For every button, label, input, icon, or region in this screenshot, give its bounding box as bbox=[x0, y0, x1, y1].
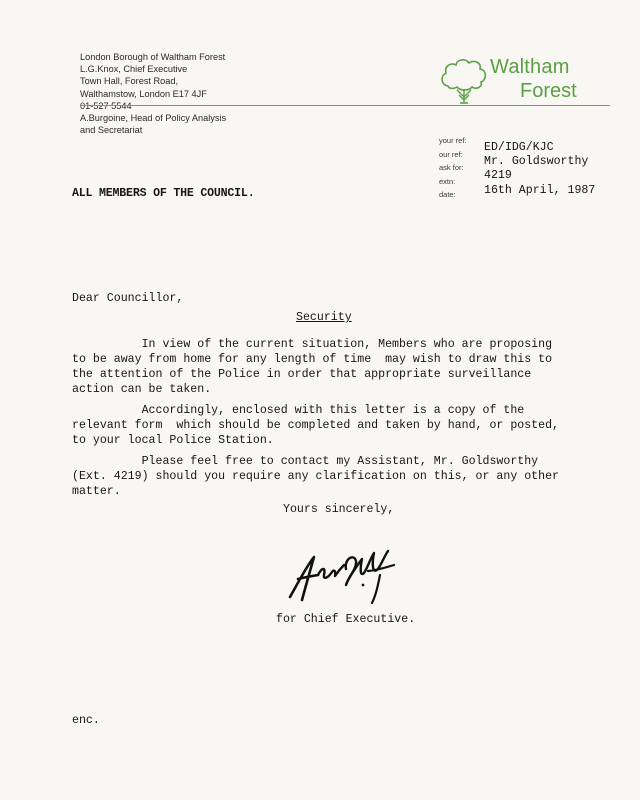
signoff-line: for Chief Executive. bbox=[276, 613, 416, 626]
ref-value-date: 16th April, 1987 bbox=[484, 183, 596, 197]
logo-text-waltham: Waltham bbox=[490, 56, 570, 78]
paragraph-line: Accordingly, enclosed with this letter is a copy of the bbox=[72, 404, 525, 417]
handwritten-signature bbox=[284, 545, 409, 607]
paragraph-line: action can be taken. bbox=[72, 383, 212, 396]
ref-label-our-ref: our ref: bbox=[439, 149, 463, 159]
sender-line: Town Hall, Forest Road, bbox=[80, 76, 179, 87]
paragraph-line: matter. bbox=[72, 485, 121, 498]
ref-label-your-ref: your ref: bbox=[439, 136, 467, 145]
reference-labels bbox=[439, 134, 484, 202]
body-paragraph bbox=[72, 454, 560, 499]
ref-label-extn: extn: bbox=[439, 176, 456, 186]
logo-text-forest: Forest bbox=[520, 80, 577, 102]
paragraph-line: to be away from home for any length of time may wish to draw this to bbox=[72, 353, 553, 366]
paragraph-line: In view of the current situation, Members who are proposing bbox=[72, 338, 553, 351]
body-paragraph bbox=[72, 403, 560, 448]
body-paragraph bbox=[72, 337, 552, 397]
ref-value-extn: 4219 bbox=[484, 169, 512, 183]
closing-line: Yours sincerely, bbox=[283, 503, 395, 516]
subject-heading: Security bbox=[296, 311, 352, 324]
ref-value-ask-for: Mr. Goldsworthy bbox=[484, 155, 589, 169]
reference-values bbox=[484, 141, 634, 198]
sender-line: and Secretariat bbox=[80, 125, 143, 136]
paragraph-line: relevant form which should be completed and taken by hand, or posted, bbox=[72, 419, 560, 432]
recipient-line: ALL MEMBERS OF THE COUNCIL. bbox=[72, 187, 255, 200]
ref-label-date: date: bbox=[439, 190, 456, 199]
sender-address bbox=[80, 51, 310, 136]
paragraph-line: to your local Police Station. bbox=[72, 434, 274, 447]
sender-line: L.G.Knox, Chief Executive bbox=[80, 64, 188, 75]
waltham-forest-logo bbox=[438, 56, 618, 112]
ref-value-our-ref: ED/IDG/KJC bbox=[484, 141, 554, 154]
enclosure-note: enc. bbox=[72, 714, 100, 727]
sender-line: Walthamstow, London E17 4JF bbox=[80, 88, 207, 99]
paragraph-line: (Ext. 4219) should you require any clarification on this, or any other bbox=[72, 470, 560, 483]
salutation: Dear Councillor, bbox=[72, 292, 184, 305]
ref-label-ask-for: ask for: bbox=[439, 163, 464, 172]
paragraph-line: the attention of the Police in order that appropriate surveillance bbox=[72, 368, 532, 381]
sender-line: London Borough of Waltham Forest bbox=[80, 52, 226, 62]
paragraph-line: Please feel free to contact my Assistant, Mr. Goldsworthy bbox=[72, 455, 539, 468]
tree-logo-icon bbox=[438, 56, 490, 106]
sender-line: A.Burgoine, Head of Policy Analysis bbox=[80, 113, 227, 124]
